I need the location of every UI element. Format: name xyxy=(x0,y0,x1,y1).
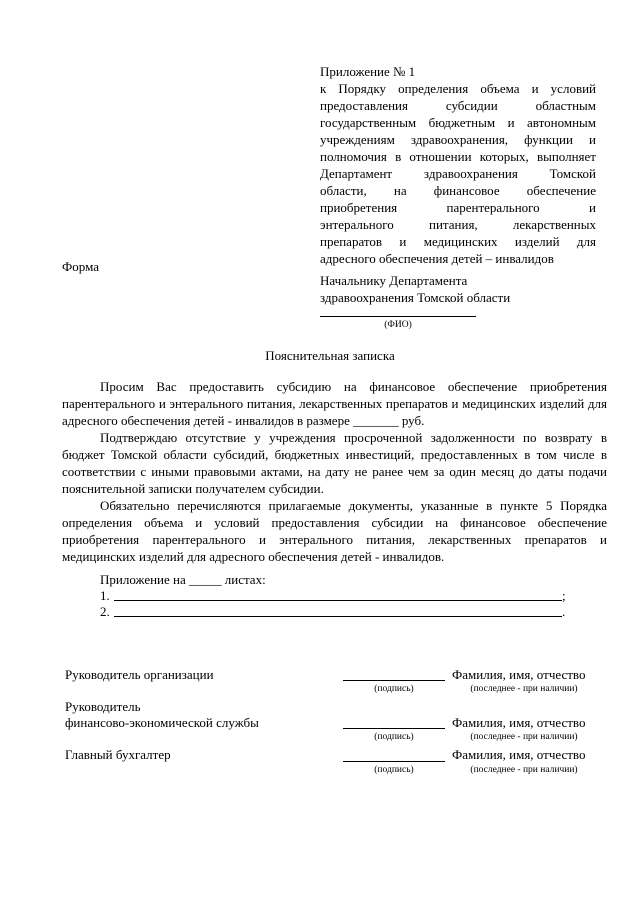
appendix-line: государственным бюджетным и автономным xyxy=(320,115,596,130)
addressee-line2: здравоохранения Томской области xyxy=(320,290,511,305)
form-label: Форма xyxy=(62,259,99,274)
signature-name: Фамилия, имя, отчество xyxy=(452,667,586,682)
appendix-line: области, на финансовое обеспечение xyxy=(320,183,596,198)
addressee-line1: Начальнику Департамента xyxy=(320,273,468,288)
signature-line[interactable] xyxy=(343,761,445,762)
paragraph-text: Обязательно перечисляются прилагаемые документы, указанные в пункте 5 Порядка определения объема и условий предоставления субсидии на финансовое обеспечение приобретения парентерального и энтерального питания, лекарственных препаратов и медицинских изделий для адресного обеспечения детей - инвалидов. xyxy=(62,498,607,564)
name-caption: (последнее - при наличии) xyxy=(470,765,578,775)
appendix-line: энтерального питания, лекарственных xyxy=(320,217,596,232)
signature-caption: (подпись) xyxy=(374,684,414,694)
signature-line[interactable] xyxy=(343,728,445,729)
fio-caption: (ФИО) xyxy=(384,320,412,330)
doc-title: Пояснительная записка xyxy=(265,348,395,363)
appendix-block xyxy=(320,63,596,267)
paragraph-debt xyxy=(62,429,607,497)
signature-name: Фамилия, имя, отчество xyxy=(452,747,586,762)
paragraph-docs xyxy=(62,497,607,565)
signature-title: Руководитель xyxy=(65,699,141,714)
attachments-label: Приложение на _____ листах: xyxy=(100,572,266,587)
appendix-line: учреждениям здравоохранения, функции и xyxy=(320,132,596,147)
signature-title: Руководитель организации xyxy=(65,667,214,682)
attachment-1-line[interactable] xyxy=(114,600,562,601)
attachment-1-number: 1. xyxy=(100,588,110,603)
appendix-line: Департамент здравоохранения Томской xyxy=(320,166,596,181)
appendix-line: полномочия в отношении которых, выполняет xyxy=(320,149,596,164)
signature-caption: (подпись) xyxy=(374,765,414,775)
name-caption: (последнее - при наличии) xyxy=(470,684,578,694)
appendix-line: предоставления субсидии областным xyxy=(320,98,596,113)
signature-title-line2: финансово-экономической службы xyxy=(65,715,259,730)
appendix-line: адресного обеспечения детей – инвалидов xyxy=(320,251,554,266)
appendix-title: Приложение № 1 xyxy=(320,64,416,79)
appendix-line: к Порядку определения объема и условий xyxy=(320,81,596,96)
appendix-line: препаратов и медицинских изделий для xyxy=(320,234,596,249)
fio-line[interactable] xyxy=(320,316,476,317)
attachment-2-line[interactable] xyxy=(114,616,562,617)
paragraph-request xyxy=(62,378,607,429)
attachment-2-end: . xyxy=(562,604,566,619)
attachment-1-end: ; xyxy=(562,588,566,603)
paragraph-text: Просим Вас предоставить субсидию на финансовое обеспечение приобретения парентерального и энтерального питания, лекарственных препаратов и медицинских изделий для адресного обеспечения детей - инвалидов в размере _______ руб. xyxy=(62,379,607,428)
signature-name: Фамилия, имя, отчество xyxy=(452,715,586,730)
appendix-line: приобретения парентерального и xyxy=(320,200,596,215)
paragraph-text: Подтверждаю отсутствие у учреждения просроченной задолженности по возврату в бюджет Томской области субсидий, бюджетных инвестиций, предоставленных в том числе в соответствии с иными правовыми актами, на дату не ранее чем за один месяц до даты подачи пояснительной записки получателем субсидии. xyxy=(62,430,607,496)
name-caption: (последнее - при наличии) xyxy=(470,732,578,742)
attachment-2-number: 2. xyxy=(100,604,110,619)
signature-line[interactable] xyxy=(343,680,445,681)
signature-title: Главный бухгалтер xyxy=(65,747,171,762)
signature-caption: (подпись) xyxy=(374,732,414,742)
